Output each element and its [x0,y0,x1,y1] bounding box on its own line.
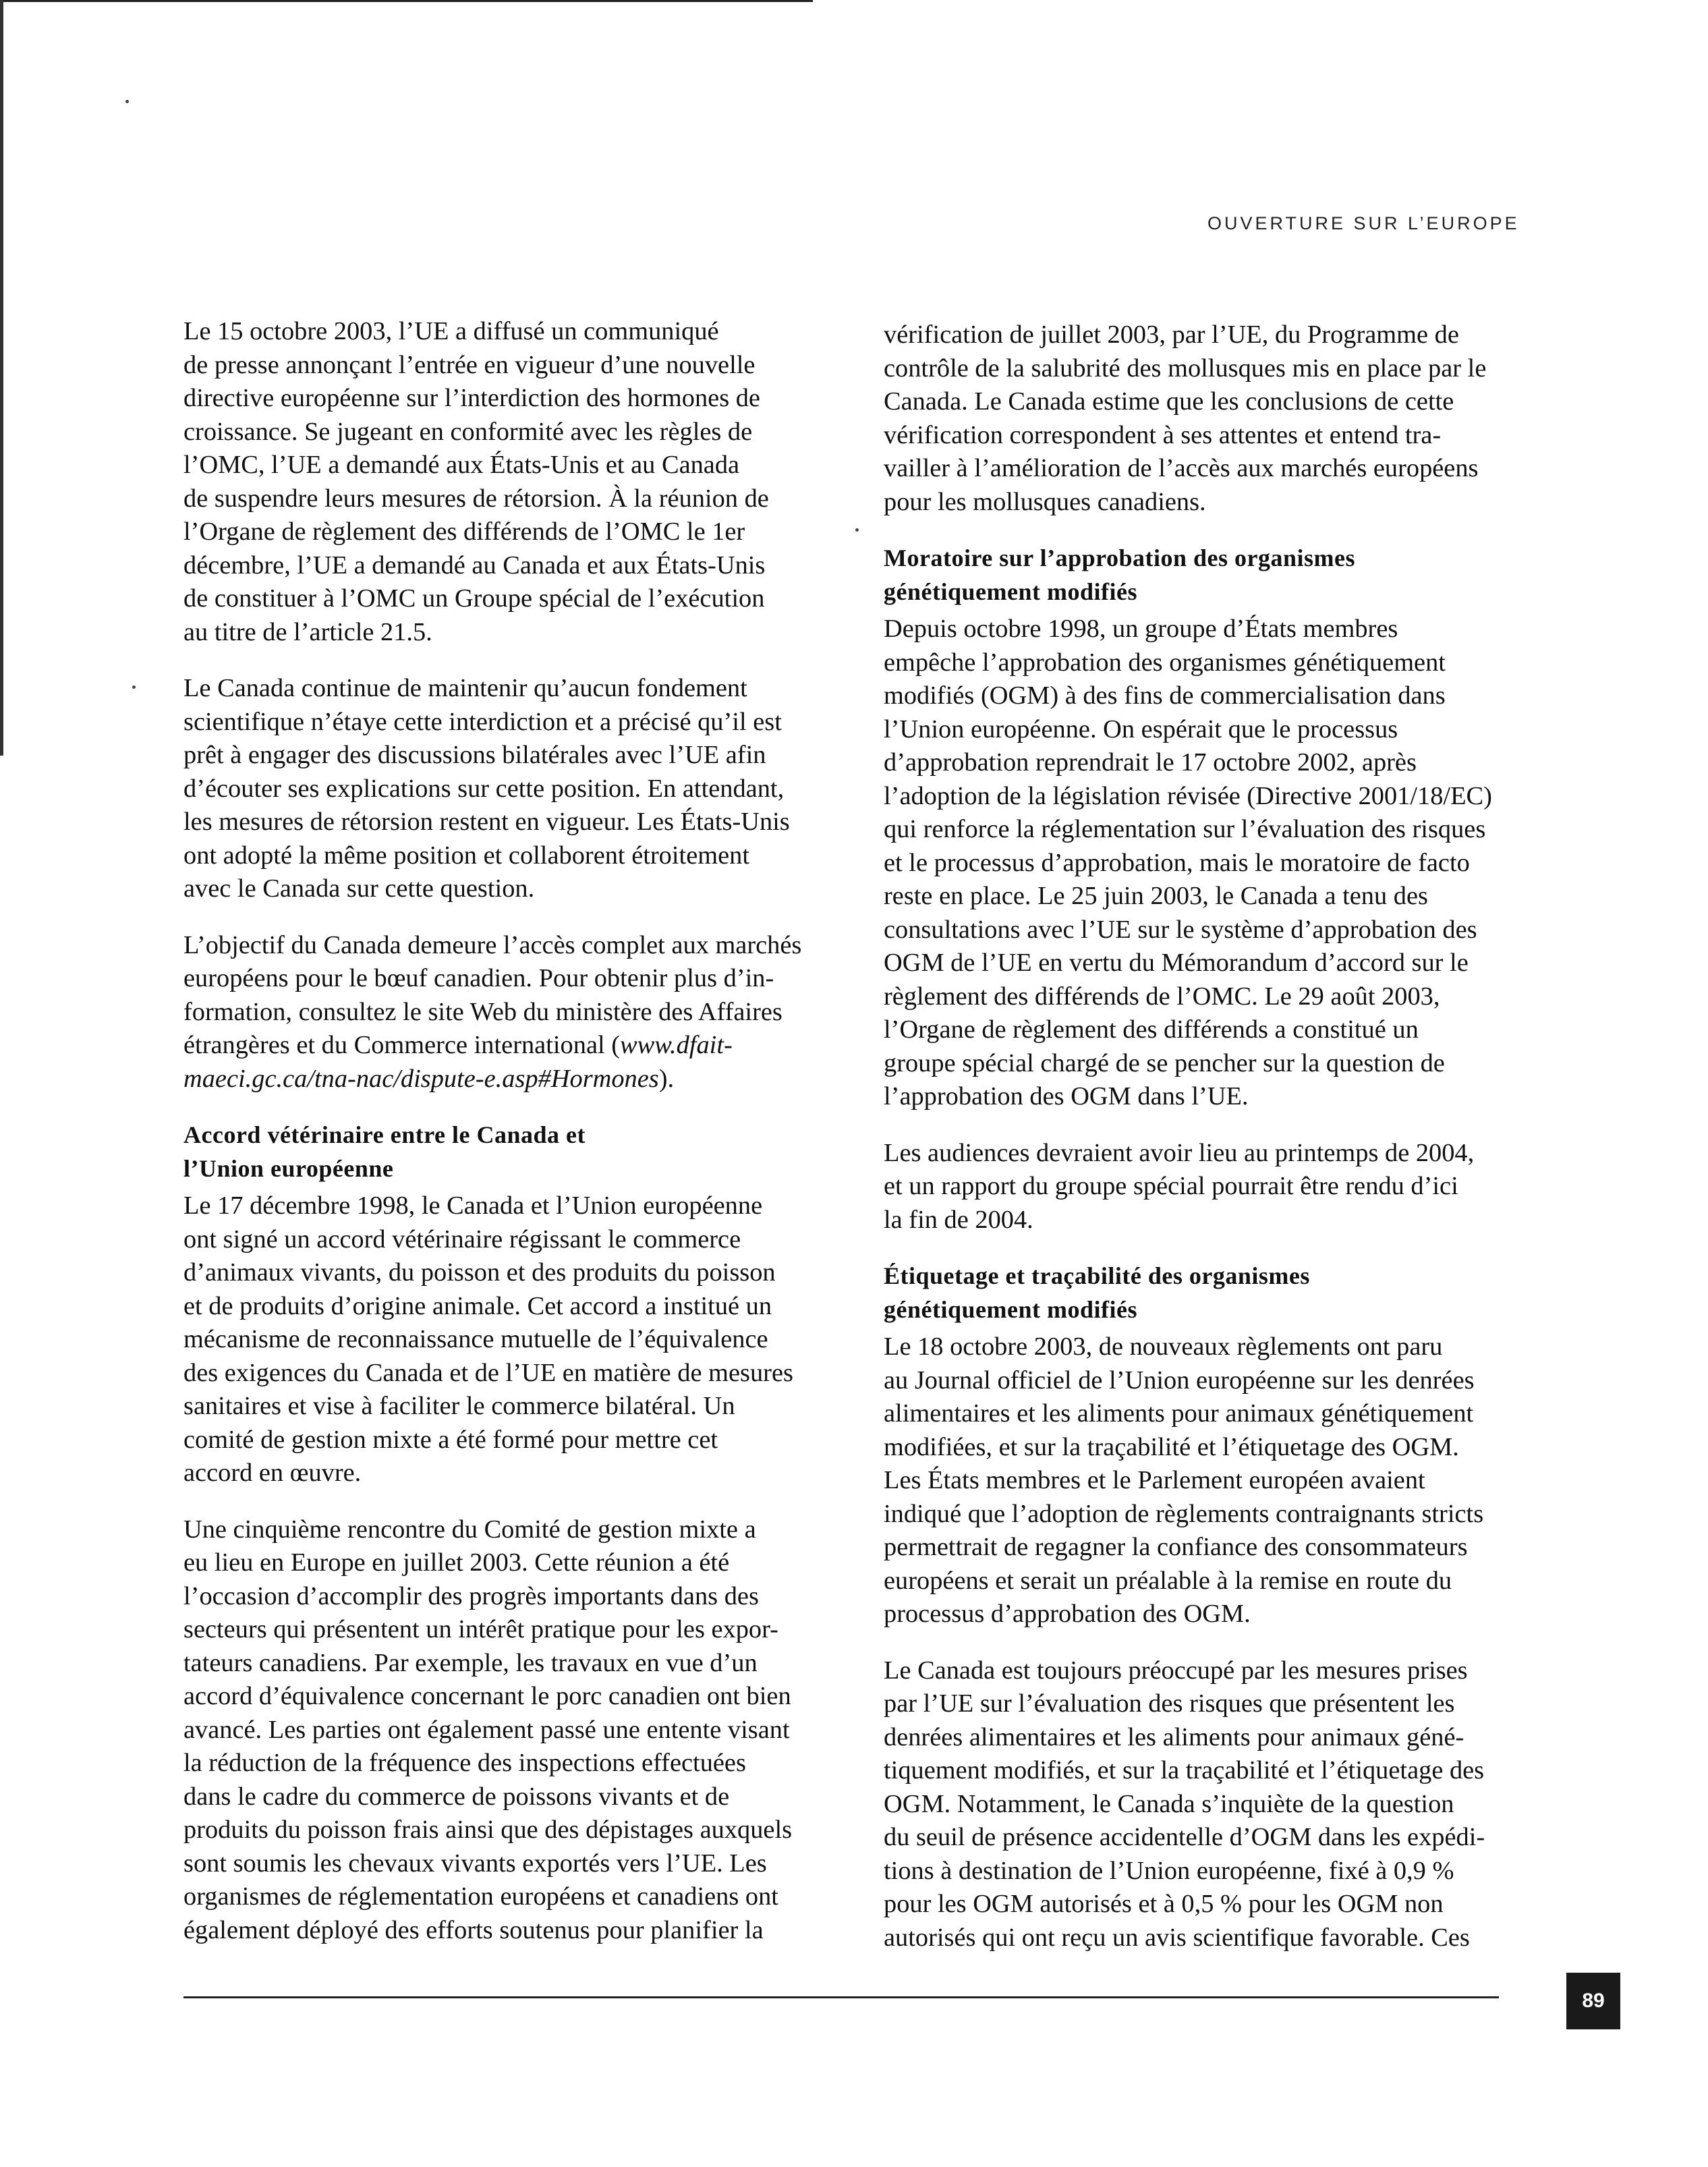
text-line: OGM de l’UE en vertu du Mémorandum d’accord sur le [884,949,1469,977]
scan-speck [125,100,129,103]
text-line: d’animaux vivants, du poisson et des produits du poisson [183,1258,776,1287]
text-line: groupe spécial chargé de se pencher sur la question de [884,1048,1445,1077]
scan-speck [132,685,136,689]
text-line: européens pour le bœuf canadien. Pour obtenir plus d’in- [183,964,774,992]
page-edge [0,0,3,756]
text-line: et le processus d’approbation, mais le moratoire de facto [884,848,1470,877]
text-line: indiqué que l’adoption de règlements contraignants stricts [884,1499,1484,1528]
text-line: l’Organe de règlement des différends a constitué un [884,1015,1419,1044]
text-line: sont soumis les chevaux vivants exportés vers l’UE. Les [183,1849,767,1878]
text-line: également déployé des efforts soutenus pour planifier la [183,1915,764,1944]
page-number: 89 [1566,1973,1620,2029]
text-line: d’approbation reprendrait le 17 octobre 2002, après [884,748,1417,777]
text-line: du seuil de présence accidentelle d’OGM dans les expédi- [884,1823,1485,1851]
right-column [884,318,1518,1954]
text-line: Le 18 octobre 2003, de nouveaux règlements ont paru [884,1332,1443,1361]
text-line: dans le cadre du commerce de poissons vivants et de [183,1782,730,1811]
paragraph [884,318,1518,519]
text-line: pour les mollusques canadiens. [884,487,1206,516]
text-line: L’objectif du Canada demeure l’accès complet aux marchés [183,930,802,959]
text-line: par l’UE sur l’évaluation des risques que présentent les [884,1689,1455,1718]
paragraph [884,1654,1518,1955]
text-line: la fin de 2004. [884,1205,1033,1234]
text-line: l’adoption de la législation révisée (Directive 2001/18/EC) [884,781,1492,810]
text-line: formation, consultez le site Web du ministère des Affaires [183,997,782,1026]
text-line [183,1063,818,1096]
text-line: de suspendre leurs mesures de rétorsion. À la réunion de [183,484,769,513]
text-line: et de produits d’origine animale. Cet accord a institué un [183,1291,772,1320]
text-line: alimentaires et les aliments pour animaux génétiquement [884,1399,1474,1428]
heading-line: génétiquement modifiés [884,1295,1137,1323]
text-line: Les États membres et le Parlement européen avaient [884,1466,1425,1494]
text-line: l’occasion d’accomplir des progrès importants dans des [183,1581,759,1610]
text-line: européens et serait un préalable à la remise en route du [884,1566,1452,1595]
text-line: Une cinquième rencontre du Comité de gestion mixte a [183,1515,756,1544]
text-line: OGM. Notamment, le Canada s’inquiète de la question [884,1789,1454,1818]
text-line: Le 15 octobre 2003, l’UE a diffusé un communiqué [183,317,719,345]
paragraph [183,672,818,906]
text-line: Le Canada est toujours préoccupé par les mesures prises [884,1656,1468,1685]
text-line: l’Organe de règlement des différends de l’OMC le 1er [183,517,745,546]
text-line: accord en œuvre. [183,1459,362,1487]
section-heading [183,1119,818,1185]
text-line: vailler à l’amélioration de l’accès aux marchés européens [884,454,1479,482]
text-line: règlement des différends de l’OMC. Le 29 août 2003, [884,982,1440,1011]
section-heading [884,542,1518,609]
text-line: ont adopté la même position et collaborent étroitement [183,841,750,870]
section-heading [884,1260,1518,1326]
paragraph [183,1189,818,1490]
top-rule [0,0,813,2]
text-fragment: ). [658,1064,675,1093]
text-line: produits du poisson frais ainsi que des dépistages auxquels [183,1816,793,1844]
paragraph [183,1513,818,1948]
text-line: organismes de réglementation européens et canadiens ont [183,1882,778,1911]
text-line: consultations avec l’UE sur le système d’approbation des [884,915,1477,944]
text-line: au titre de l’article 21.5. [183,617,432,646]
text-line: décembre, l’UE a demandé au Canada et aux États-Unis [183,551,766,580]
text-line: eu lieu en Europe en juillet 2003. Cette réunion a été [183,1548,730,1577]
scan-speck [855,528,859,532]
text-line: d’écouter ses explications sur cette position. En attendant, [183,774,785,803]
text-line: ont signé un accord vétérinaire régissant le commerce [183,1225,741,1254]
text-line: tions à destination de l’Union européenne, fixé à 0,9 % [884,1856,1454,1885]
text-line: avec le Canada sur cette question. [183,874,535,903]
text-line: prêt à engager des discussions bilatérales avec l’UE afin [183,741,766,769]
text-line: des exigences du Canada et de l’UE en matière de mesures [183,1358,793,1387]
text-line: autorisés qui ont reçu un avis scientifique favorable. Ces [884,1923,1470,1952]
text-line: tateurs canadiens. Par exemple, les travaux en vue d’un [183,1648,758,1677]
text-line: reste en place. Le 25 juin 2003, le Canada a tenu des [884,882,1428,910]
paragraph [884,613,1518,1114]
paragraph [884,1330,1518,1631]
text-line: l’Union européenne. On espérait que le processus [884,714,1398,743]
text-fragment: étrangères et du Commerce international ( [183,1031,621,1059]
text-line: comité de gestion mixte a été formé pour mettre cet [183,1425,718,1454]
text-line: mécanisme de reconnaissance mutuelle de l’équivalence [183,1325,768,1353]
text-line: l’OMC, l’UE a demandé aux États-Unis et au Canada [183,451,740,479]
text-line: qui renforce la réglementation sur l’évaluation des risques [884,815,1486,843]
text-line: sanitaires et vise à faciliter le commerce bilatéral. Un [183,1392,735,1420]
heading-line: Accord vétérinaire entre le Canada et [183,1121,586,1148]
text-line: et un rapport du groupe spécial pourrait être rendu d’ici [884,1172,1458,1200]
text-line: Le 17 décembre 1998, le Canada et l’Union européenne [183,1191,763,1220]
paragraph [183,315,818,649]
text-line: modifiés (OGM) à des fins de commercialisation dans [884,681,1446,710]
heading-line: génétiquement modifiés [884,578,1137,605]
running-header: OUVERTURE SUR L’EUROPE [1207,213,1520,233]
website-link[interactable]: maeci.gc.ca/tna-nac/dispute-e.asp#Hormones [183,1064,659,1093]
text-line: vérification correspondent à ses attentes et entend tra- [884,420,1442,449]
text-line: pour les OGM autorisés et à 0,5 % pour les OGM non [884,1890,1444,1918]
text-line: accord d’équivalence concernant le porc canadien ont bien [183,1682,791,1710]
text-line: processus d’approbation des OGM. [884,1600,1251,1628]
text-line: empêche l’approbation des organismes génétiquement [884,648,1446,677]
text-line: au Journal officiel de l’Union européenne sur les denrées [884,1366,1475,1395]
text-line: vérification de juillet 2003, par l’UE, du Programme de [884,320,1459,349]
text-line: croissance. Se jugeant en conformité avec les règles de [183,417,753,446]
text-line: avancé. Les parties ont également passé une entente visant [183,1715,790,1744]
text-line: secteurs qui présentent un intérêt pratique pour les expor- [183,1615,778,1643]
heading-line: Étiquetage et traçabilité des organismes [884,1262,1310,1289]
text-line: Canada. Le Canada estime que les conclusions de cette [884,387,1454,416]
text-line: denrées alimentaires et les aliments pour animaux géné- [884,1722,1464,1751]
text-line [183,1029,818,1063]
text-line: contrôle de la salubrité des mollusques mis en place par le [884,354,1487,383]
paragraph [183,929,818,1096]
text-line: directive européenne sur l’interdiction des hormones de [183,384,760,412]
text-line: permettrait de regagner la confiance des consommateurs [884,1533,1468,1561]
left-column [183,315,818,1947]
text-line: modifiées, et sur la traçabilité et l’étiquetage des OGM. [884,1432,1459,1461]
text-line: la réduction de la fréquence des inspections effectuées [183,1749,746,1777]
text-line: scientifique n’étaye cette interdiction et a précisé qu’il est [183,707,782,736]
paragraph [884,1137,1518,1237]
heading-line: Moratoire sur l’approbation des organismes [884,544,1356,571]
heading-line: l’Union européenne [183,1154,394,1182]
text-line: l’approbation des OGM dans l’UE. [884,1082,1249,1110]
website-link[interactable]: www.dfait- [620,1031,733,1059]
footer-rule [183,1996,1499,1998]
text-line: Les audiences devraient avoir lieu au printemps de 2004, [884,1138,1475,1167]
text-line: Depuis octobre 1998, un groupe d’États membres [884,615,1398,643]
text-line: de constituer à l’OMC un Groupe spécial de l’exécution [183,584,765,613]
text-line: tiquement modifiés, et sur la traçabilité et l’étiquetage des [884,1756,1485,1784]
text-line: de presse annonçant l’entrée en vigueur d’une nouvelle [183,350,756,379]
text-line: Le Canada continue de maintenir qu’aucun fondement [183,674,747,702]
text-line: les mesures de rétorsion restent en vigueur. Les États-Unis [183,808,790,836]
